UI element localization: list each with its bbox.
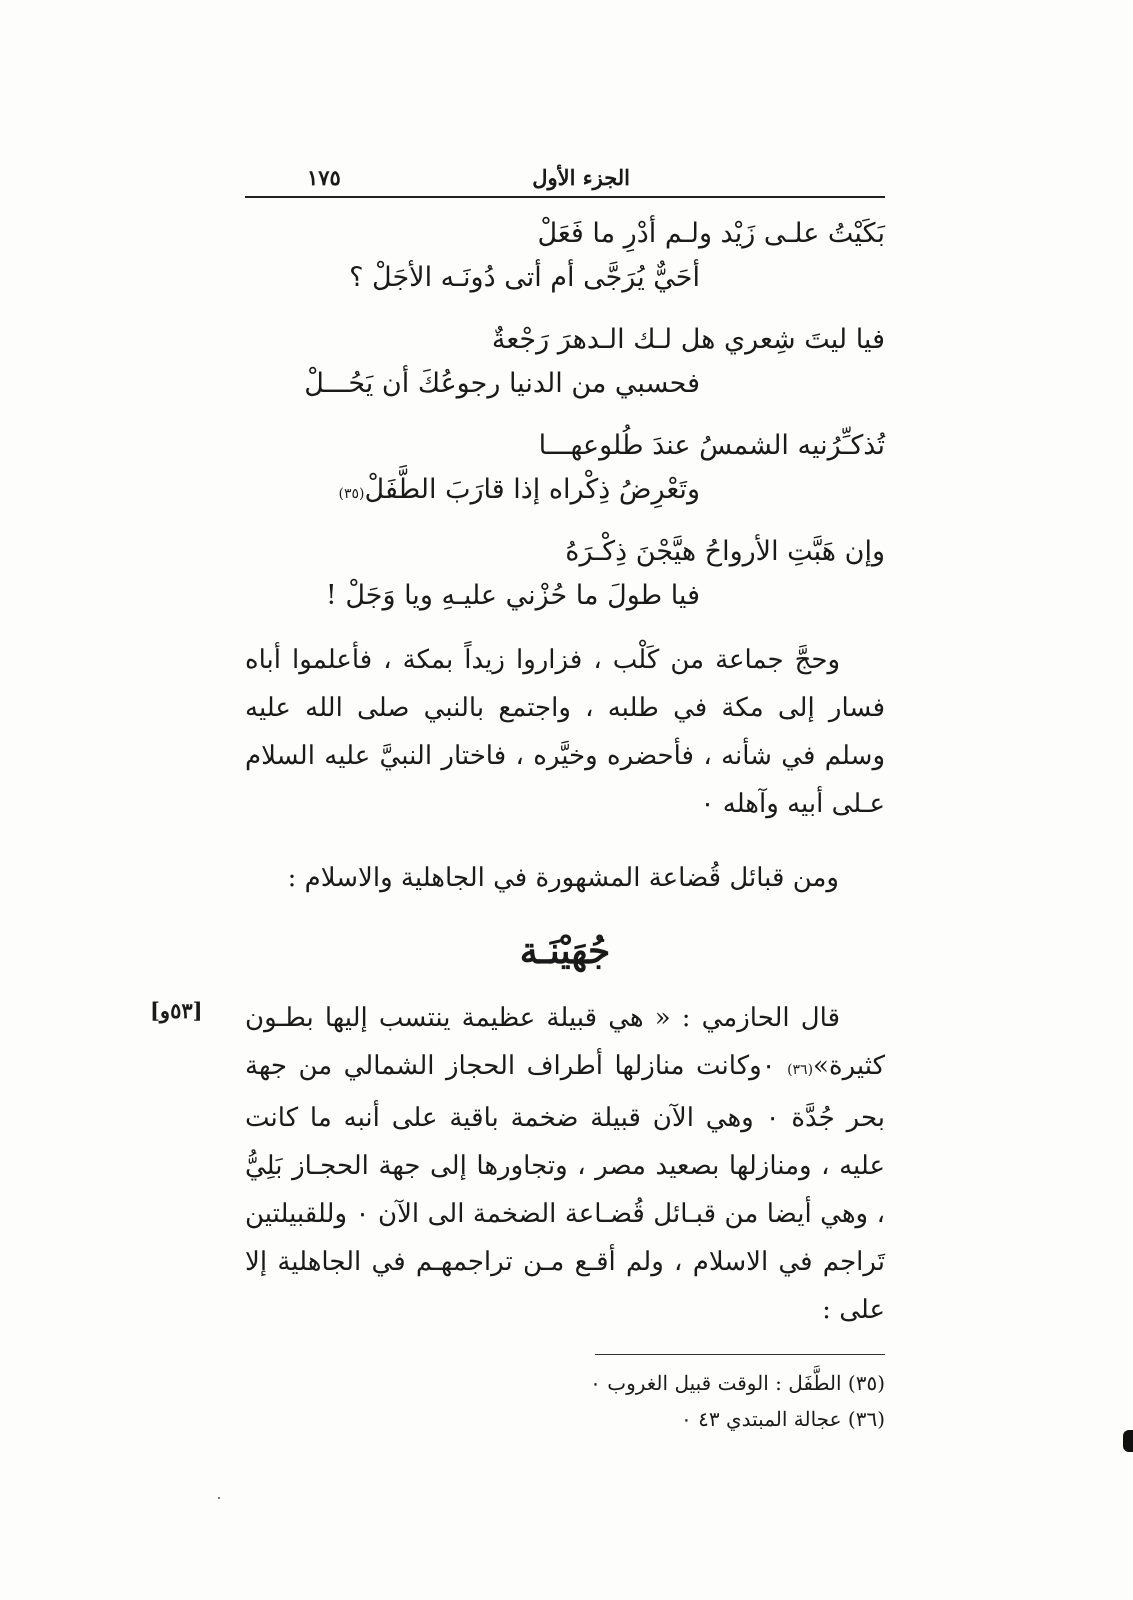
- paragraph: [245, 994, 885, 1334]
- verse-first-half: تُذكـِّرُنيه الشمسُ عندَ طُلوعهـــا: [538, 430, 885, 461]
- page: [150, 160, 885, 1437]
- scan-speck: [218, 1497, 220, 1499]
- header-title: الجزء الأول: [532, 165, 630, 190]
- paragraph-text: قال الحازمي : « هي قبيلة عظيمة ينتسب إليها بطـون كثيرة»: [245, 1003, 885, 1081]
- paragraph-block: [150, 994, 885, 1334]
- poem: [245, 212, 885, 618]
- paragraph-text: وحجَّ جماعة من كَلْب ، فزاروا زيداً بمكة ، فأعلموا أباه فسار إلى مكة في طلبه ، واجتمع بالنبي صلى الله عليه وسلم في شأنه ، فأحضره وخيَّره ، فاختار النبيَّ عليه السلام عـلى أبيه وآهله ٠: [245, 645, 885, 819]
- footnote: (٣٥) الطَّفَل : الوقت قبيل الغروب ٠: [590, 1371, 885, 1395]
- paragraph: [245, 636, 885, 828]
- footnote-divider: [595, 1354, 885, 1355]
- verse-couplet: [245, 212, 885, 300]
- verse-second-half: فيا طولَ ما حُزْني عليـهِ ويا وَجَلْ !: [325, 580, 700, 611]
- paragraph-text: ٠وكانت منازلها أطراف الحجاز الشمالي من جهة بحر جُدَّة ٠ وهي الآن قبيلة ضخمة باقية على أنبه ما كانت عليه ، ومنازلها بصعيد مصر ، وتجاورها إلى جهة الحجـاز بَلِيُّ ، وهي أيضا من قبـائل قُضـاعة الضخمة الى الآن ٠ وللقبيلتين تَراجم في الاسلام ، ولم أقـع مـن تراجمهـم في الجاهلية إلا على :: [245, 1051, 885, 1325]
- verse-first-half: وإن هَبَّتِ الأرواحُ هيَّجْنَ ذِكْـرَهُ: [565, 536, 885, 567]
- intro-line: ومن قبائل قُضاعة المشهورة في الجاهلية والاسلام :: [287, 863, 839, 893]
- footnote-ref: (٣٥): [338, 486, 365, 502]
- verse-second-half: أحَيٌّ يُرَجَّى أم أتى دُونَـه الأجَلْ ؟: [349, 262, 700, 293]
- footnote-ref: (٣٦): [787, 1062, 814, 1078]
- footnote: (٣٦) عجالة المبتدي ٤٣ ٠: [681, 1407, 885, 1431]
- verse-second-half: [245, 468, 885, 512]
- page-number: ١٧٥: [307, 165, 341, 190]
- section-heading: جُهَيْنَـة: [519, 930, 611, 972]
- verse-first-half: بَكَيْتُ علـى زَيْد ولـم أدْرِ ما فَعَلْ: [537, 218, 885, 249]
- marginal-folio-note: [٥٣و]: [150, 998, 203, 1023]
- running-header: [245, 160, 885, 198]
- verse-second-half: فحسبي من الدنيا رجوعُكَ أن يَحُـــلْ: [304, 368, 700, 399]
- verse-text: وتَعْرِضُ ذِكْراه إذا قارَبَ الطَّفَلْ: [364, 474, 700, 505]
- scan-edge-mark: [1123, 1430, 1133, 1452]
- verse-couplet: [245, 318, 885, 406]
- verse-couplet: [245, 424, 885, 512]
- verse-couplet: [245, 530, 885, 618]
- verse-first-half: فيا ليتَ شِعري هل لـك الـدهرَ رَجْعةٌ: [491, 324, 885, 355]
